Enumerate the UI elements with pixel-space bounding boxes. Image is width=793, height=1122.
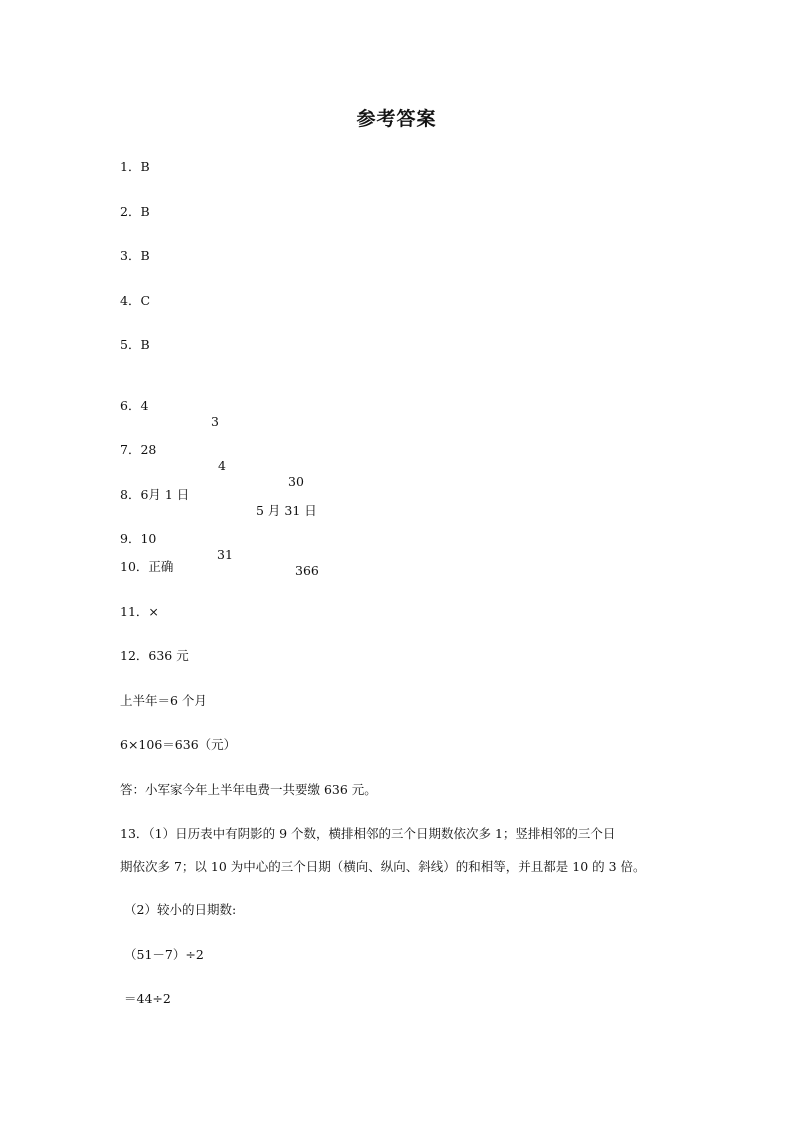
answer-13-step-1: （51－7）÷2 [124,947,204,962]
answer-13-part-2: （2）较小的日期数: [124,902,237,917]
answer-12-conclusion: 答：小军家今年上半年电费一共要缴 636 元。 [120,782,377,797]
answer-2: 2．B [120,204,150,219]
answer-7-part-3: 30 [288,474,304,489]
answer-9-part-3: 366 [295,563,319,578]
answer-7-part-1: 7．28 [120,442,157,457]
answer-7-part-2: 4 [218,458,226,473]
answer-9-part-1: 9．10 [120,531,157,546]
answer-4: 4．C [120,293,151,308]
answer-12-step-2: 6×106＝636（元） [120,737,237,752]
answer-9-part-2: 31 [217,547,233,562]
answer-3: 3．B [120,248,150,263]
answer-13-step-2: ＝44÷2 [124,991,171,1006]
page-title: 参考答案 [356,108,437,130]
answer-1: 1．B [120,159,150,174]
answer-5: 5．B [120,337,150,352]
answer-6-part-2: 3 [211,414,219,429]
answer-11: 11．× [120,604,159,619]
answer-13-part-1-line-1: 13．（1）日历表中有阴影的 9 个数，横排相邻的三个日期数依次多 1；竖排相邻的三个日 [120,826,616,841]
answer-10: 10．正确 [120,559,174,574]
answer-13-part-1-line-2: 期依次多 7；以 10 为中心的三个日期（横向、纵向、斜线）的和相等，并且都是 10 的 3 倍。 [120,859,646,874]
answer-6-part-1: 6．4 [120,398,149,413]
answer-12: 12．636 元 [120,648,189,663]
answer-8-part-1: 8．6月 1 日 [120,487,190,502]
answer-8-part-2: 5 月 31 日 [256,503,317,518]
answer-12-step-1: 上半年＝6 个月 [120,693,207,708]
